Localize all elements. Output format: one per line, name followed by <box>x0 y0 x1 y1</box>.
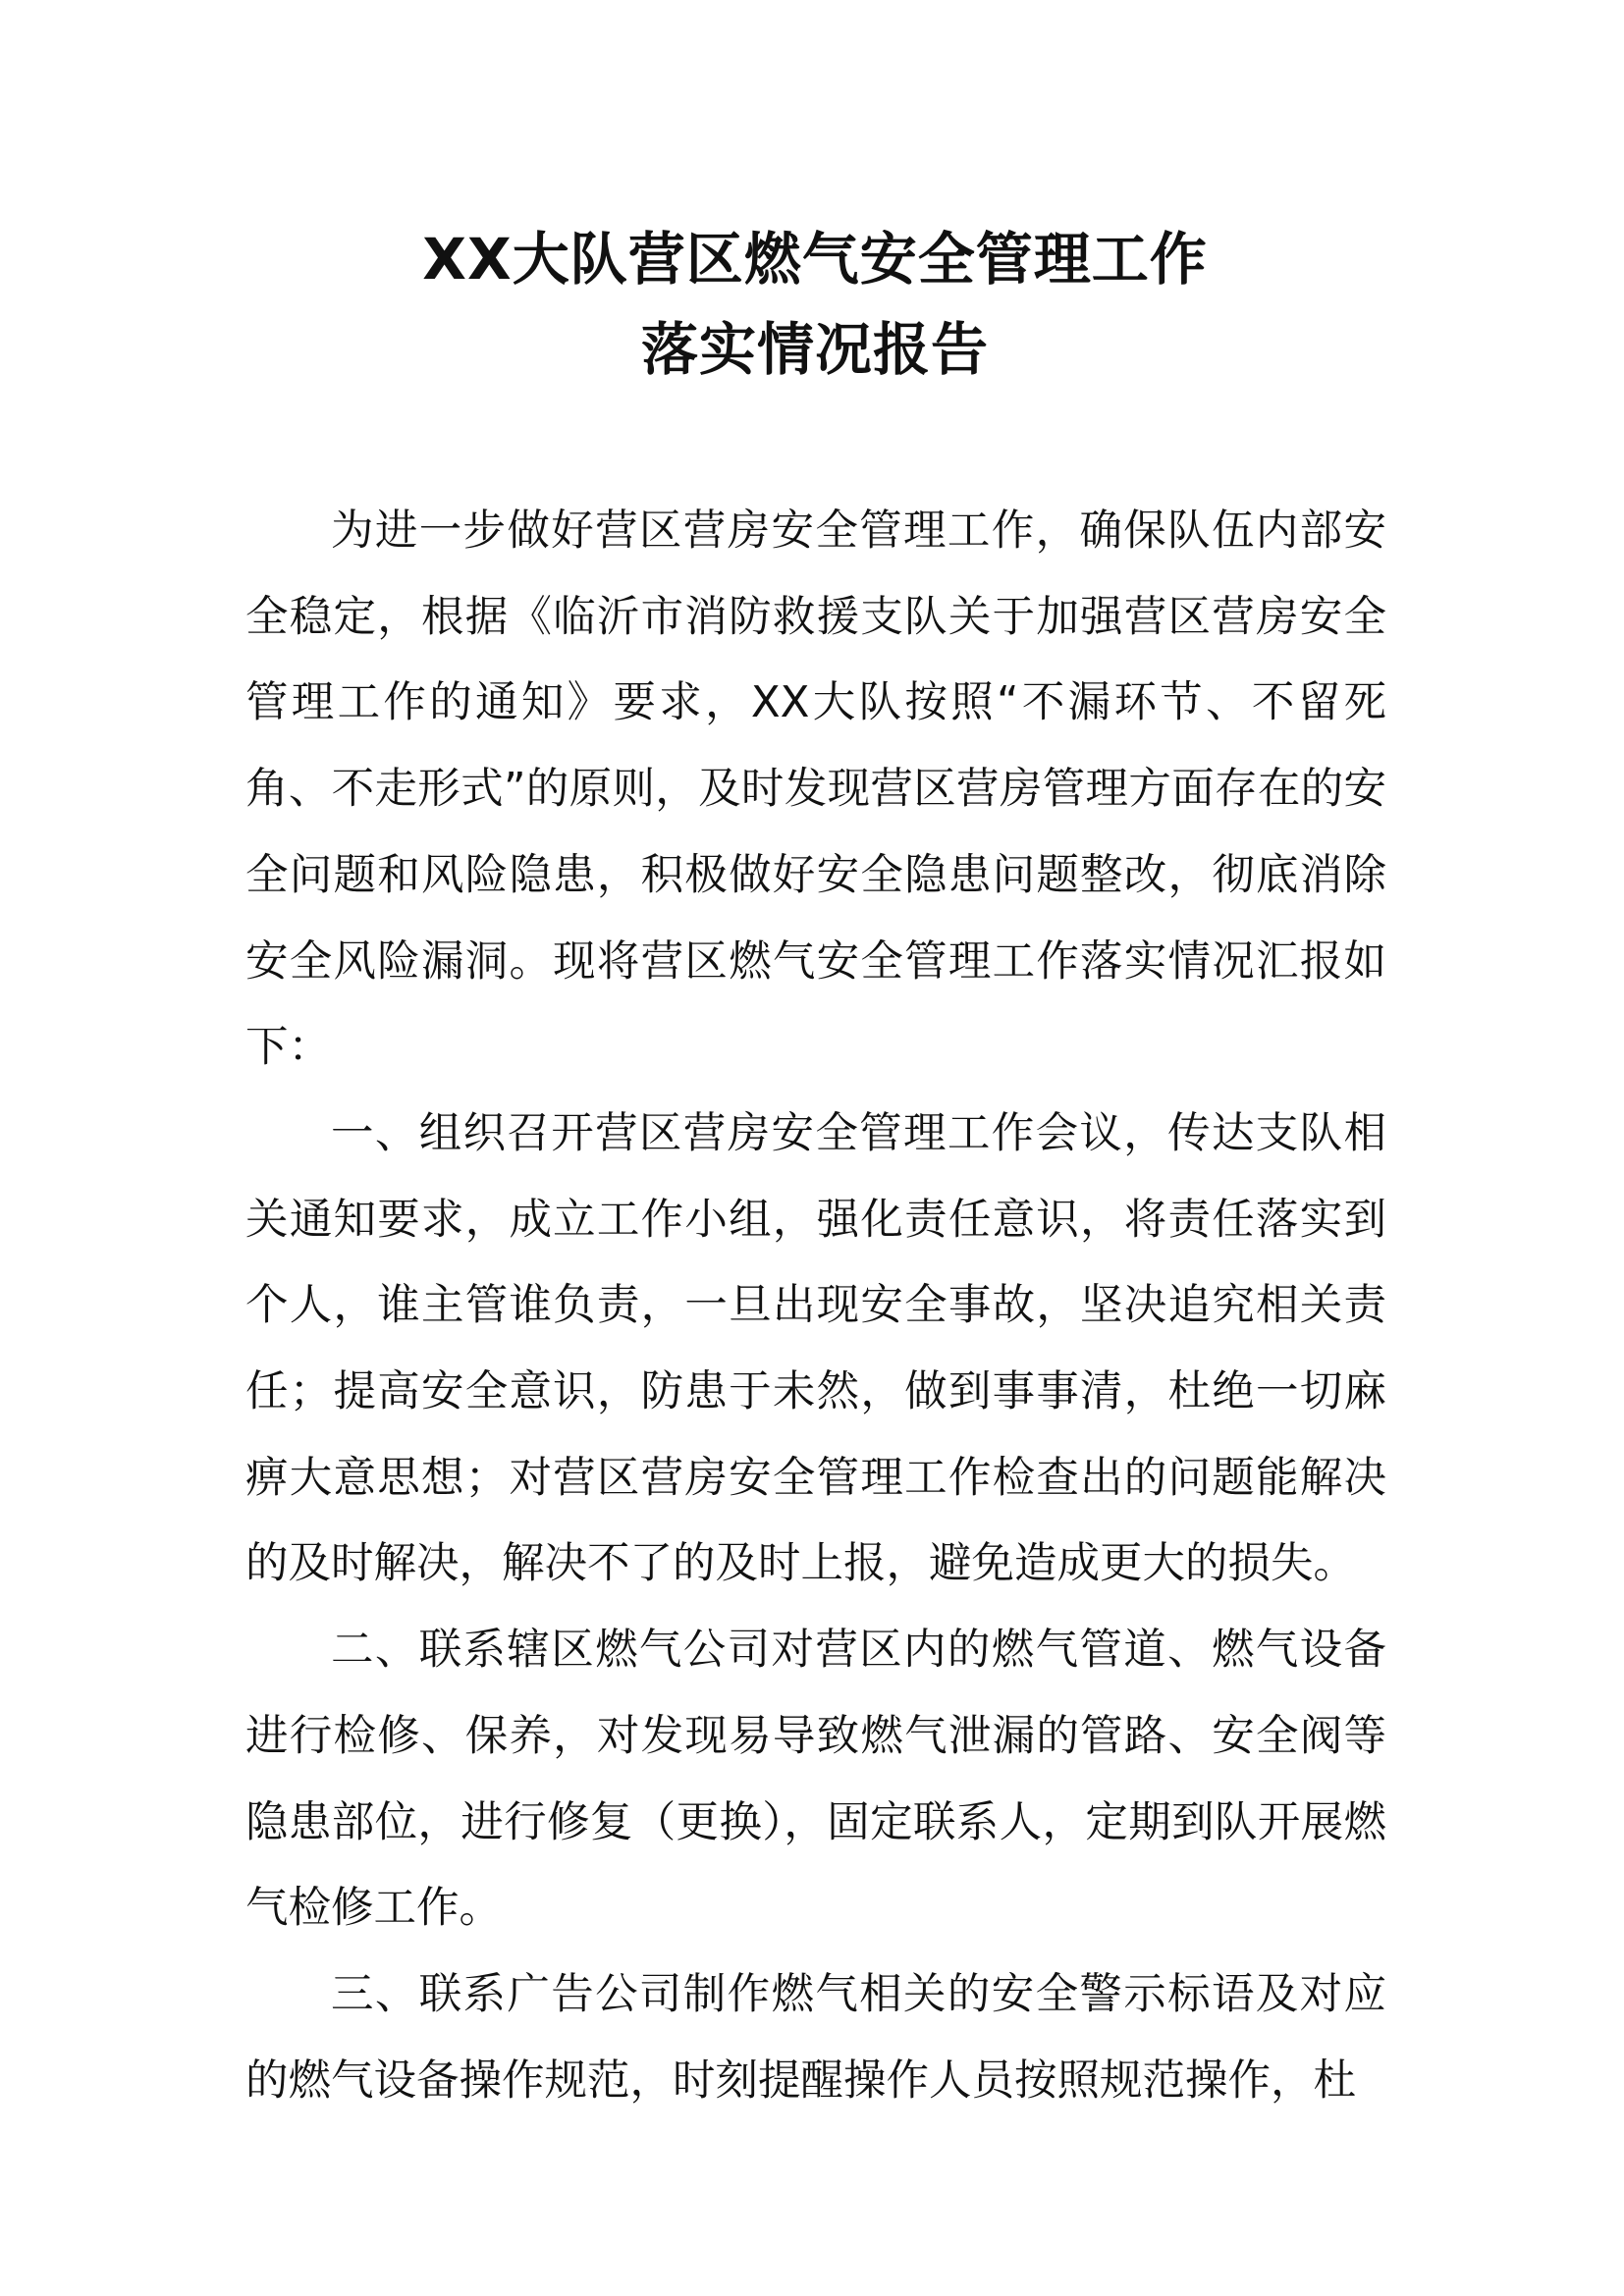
paragraph-item-3: 三、联系广告公司制作燃气相关的安全警示标语及对应的燃气设备操作规范，时刻提醒操作人员按照规范操作，杜 <box>245 1969 1386 2106</box>
title-line-1: XX大队营区燃气安全管理工作 <box>422 226 1208 293</box>
title-line-2: 落实情况报告 <box>640 316 989 383</box>
paragraph-item-2: 二、联系辖区燃气公司对营区内的燃气管道、燃气设备进行检修、保养，对发现易导致燃气泄漏的管路、安全阀等隐患部位，进行修复（更换），固定联系人，定期到队开展燃气检修工作。 <box>245 1626 1386 1934</box>
document-body <box>245 489 1386 2124</box>
paragraph-item-1: 一、组织召开营区营房安全管理工作会议，传达支队相关通知要求，成立工作小组，强化责任意识，将责任落实到个人，谁主管谁负责，一旦出现安全事故，坚决追究相关责任；提高安全意识，防患于未然，做到事事清，杜绝一切麻痹大意思想；对营区营房安全管理工作检查出的问题能解决的及时解决，解决不了的及时上报，避免造成更大的损失。 <box>245 1108 1386 1589</box>
paragraph-intro: 为进一步做好营区营房安全管理工作，确保队伍内部安全稳定，根据《临沂市消防救援支队关于加强营区营房安全管理工作的通知》要求，XX大队按照“不漏环节、不留死角、不走形式”的原则，及时发现营区营房管理方面存在的安全问题和风险隐患，积极做好安全隐患问题整改，彻底消除安全风险漏洞。现将营区燃气安全管理工作落实情况汇报如下： <box>245 507 1386 1073</box>
document-title <box>245 214 1384 395</box>
